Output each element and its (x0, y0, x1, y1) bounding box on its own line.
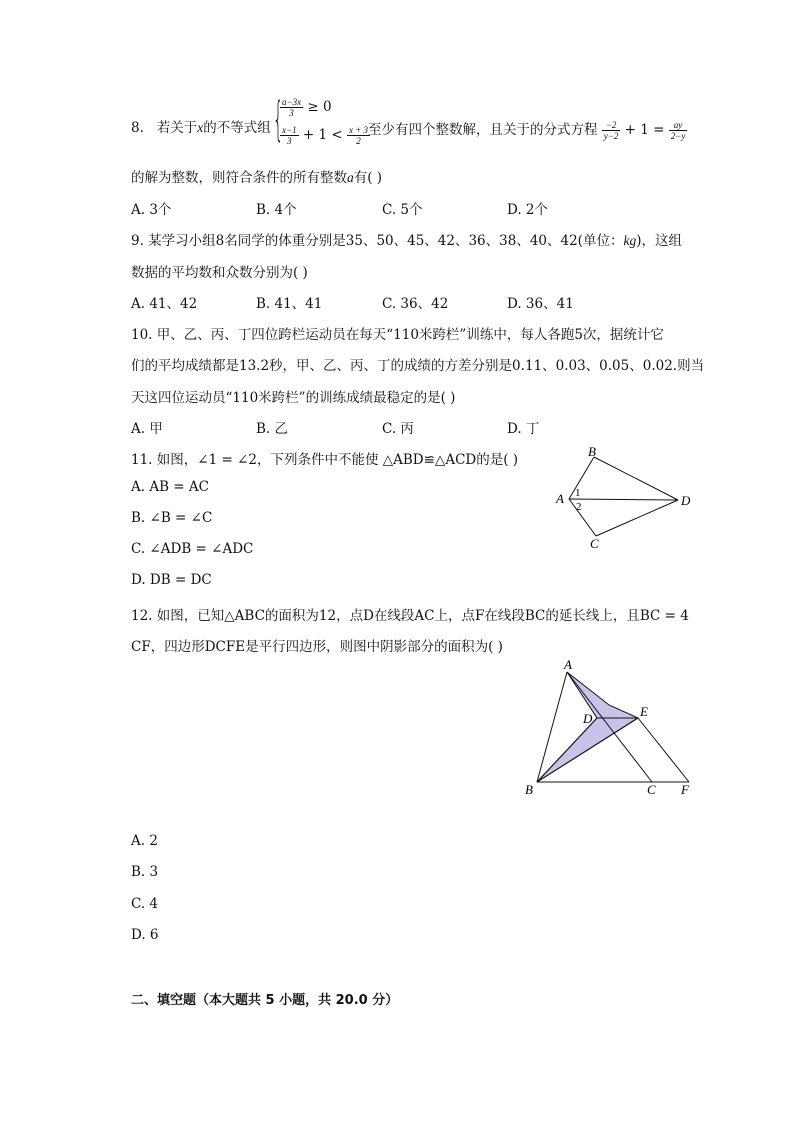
q9-option-c[interactable]: C. 36、42 (382, 296, 449, 312)
q8-text-after: 至少有四个整数解，且关于的分式方程 (368, 122, 598, 138)
q9-unit: kg (623, 233, 637, 248)
q10-option-c[interactable]: C. 丙 (382, 421, 414, 437)
q11-label-1: 1 (575, 487, 581, 499)
q12-option-b[interactable]: B. 3 (131, 864, 159, 880)
q12-figure (518, 660, 698, 800)
q12-option-c[interactable]: C. 4 (131, 896, 159, 912)
q11-seg-ac (569, 499, 596, 536)
q9-line1 (131, 229, 682, 249)
q10-option-d[interactable]: D. 丁 (507, 421, 540, 437)
q9-line1-text: 9. 某学习小组8名同学的体重分别是35、50、45、42、36、38、40、42(单位： (131, 233, 624, 249)
q8-option-a[interactable]: A. 3个 (131, 202, 172, 218)
q8-sys1-num: a−3x (282, 97, 302, 107)
q10-line2: 们的平均成绩都是13.2秒，甲、乙、丙、丁的成绩的方差分别是0.11、0.03、0.05、0.02.则当 (131, 358, 705, 374)
q9-option-b[interactable]: B. 41、41 (256, 296, 323, 312)
q11-seg-cd (596, 500, 678, 536)
q12-label-e: E (640, 704, 648, 719)
q11-seg-ab (569, 457, 594, 499)
q9-line2: 数据的平均数和众数分别为( ) (131, 265, 308, 281)
q12-line1: 12. 如图，已知△ABC的面积为12，点D在线段AC上，点F在线段BC的延长线上，且BC = 4 (131, 608, 689, 624)
q8-eq-num2: ay (669, 120, 688, 131)
q11-label-b: B (588, 444, 596, 459)
q8-line2-b: 有( ) (353, 170, 383, 186)
q8-line1 (131, 116, 271, 136)
q8-text-pre: 若关于 (156, 120, 198, 136)
q12-option-a[interactable]: A. 2 (131, 833, 158, 849)
q10-option-a[interactable]: A. 甲 (131, 421, 163, 437)
q10-option-b[interactable]: B. 乙 (256, 421, 289, 437)
q11-label-d: D (681, 493, 691, 508)
q11-option-d[interactable]: D. DB = DC (131, 572, 212, 588)
q10-line3: 天这四位运动员“110米跨栏”的训练成绩最稳定的是( ) (131, 390, 456, 406)
q8-eq-den2: 2−y (670, 131, 686, 141)
q8-sys2-num2: x + 3 (348, 125, 369, 135)
q8-option-c[interactable]: C. 5个 (382, 202, 423, 218)
section-heading: 二、填空题（本大题共 5 小题，共 20.0 分） (131, 993, 399, 1008)
q12-seg-ef (638, 718, 689, 782)
q8-var-a: a (347, 170, 354, 185)
q8-option-b[interactable]: B. 4个 (256, 202, 297, 218)
q8-system-row2 (280, 125, 370, 146)
q8-sys1-rel: ≥ 0 (307, 99, 332, 115)
q11-label-a: A (556, 491, 564, 506)
q8-line1-cont (368, 118, 687, 141)
q8-line2 (131, 166, 382, 186)
q10-line1: 10. 甲、乙、丙、丁四位跨栏运动员在每天“110米跨栏”训练中，每人各跑5次，据统计它 (131, 327, 664, 343)
q12-label-d: D (583, 711, 593, 726)
q12-label-f: F (681, 782, 689, 797)
q11-option-b[interactable]: B. ∠B = ∠C (131, 510, 213, 526)
q11-seg-bd (594, 457, 678, 500)
q12-option-d[interactable]: D. 6 (131, 927, 159, 943)
q8-number: 8. (131, 120, 144, 136)
q12-label-a: A (564, 660, 572, 672)
q11-figure (550, 440, 700, 552)
q12-label-b: B (525, 782, 533, 797)
q11-seg-ad (569, 499, 678, 500)
q12-seg-ac (567, 672, 652, 782)
q8-system-row1 (280, 97, 332, 118)
q8-eq-num: −2 (602, 120, 621, 131)
q11-option-c[interactable]: C. ∠ADB = ∠ADC (131, 541, 254, 557)
q9-option-d[interactable]: D. 36、41 (507, 296, 574, 312)
q8-sys2-den: 3 (287, 136, 292, 146)
q8-sys2-mid: + 1 < (302, 127, 343, 143)
q8-eq-den: y−2 (603, 131, 619, 141)
q8-eq-mid: + 1 = (624, 122, 665, 138)
q8-text-mid: 的不等式组 (203, 120, 271, 136)
q8-system-brace: { (273, 92, 284, 146)
q12-line2: CF，四边形DCFE是平行四边形，则图中阴影部分的面积为( ) (131, 639, 503, 655)
q8-option-d[interactable]: D. 2个 (507, 202, 549, 218)
q11-label-c: C (590, 536, 599, 551)
q11-option-a[interactable]: A. AB = AC (131, 479, 209, 495)
q9-option-a[interactable]: A. 41、42 (131, 296, 198, 312)
q8-sys2-den2: 2 (356, 136, 361, 146)
q12-label-c: C (647, 782, 656, 797)
q8-sys2-num: x−1 (282, 125, 297, 135)
q8-var-x: x (197, 120, 204, 135)
q11-label-2: 2 (576, 501, 582, 513)
q11-line1: 11. 如图，∠1 = ∠2，下列条件中不能使 △ABD≌△ACD的是( ) (131, 452, 519, 468)
q8-line2-a: 的解为整数，则符合条件的所有整数 (131, 170, 347, 186)
q8-sys1-den: 3 (289, 108, 294, 118)
q9-line1-end: )，这组 (636, 233, 682, 249)
